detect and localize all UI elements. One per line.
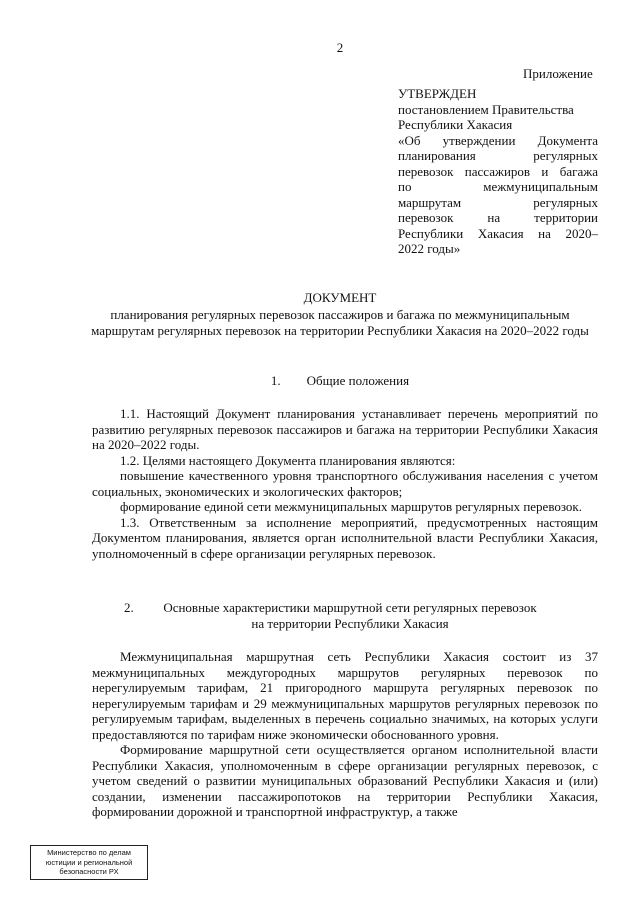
approval-block (398, 86, 598, 257)
approval-line: «Об утверждении Документа (398, 132, 598, 148)
approval-line: перевозок пассажиров и багажа (398, 163, 598, 179)
section-1-heading (0, 373, 640, 389)
approval-line: постановлением Правительства (398, 101, 574, 117)
approval-line: 2022 годы» (398, 241, 461, 256)
paragraph: 1.3. Ответственным за исполнение мероприятий, предусмотренных настоящим Документом планирования, является орган исполнительной власти Республики Хакасия, уполномоченный в сфере организации регулярных перевозок. (92, 514, 598, 561)
approval-line: Республики Хакасия на 2020– (398, 225, 598, 241)
approval-line: планирования регулярных (398, 148, 598, 163)
section-1-title: Общие положения (306, 373, 410, 388)
paragraph: повышение качественного уровня транспортного обслуживания населения с учетом социальных, экономических и экологических факторов; (92, 468, 598, 499)
section-2-title-line-1: 2. Основные характеристики маршрутной сети регулярных перевозок (124, 600, 537, 615)
approved-heading: УТВЕРЖДЕН (398, 86, 477, 101)
approval-line: перевозок на территории (398, 210, 598, 225)
section-2-heading (100, 600, 600, 631)
paragraph: 1.2. Целями настоящего Документа планирования являются: (120, 452, 456, 468)
section-1-body (92, 406, 598, 561)
paragraph: Формирование маршрутной сети осуществляется органом исполнительной власти Республики Хакасия, уполномоченным в сфере организации регулярных перевозок, с учетом сведений о развитии муниципальных образований Республики Хакасия и (или) создании, изменении пассажиропотоков на территории Республики Хакасия, формировании дорожной и транспортной инфраструктур, а также (92, 742, 598, 819)
ministry-stamp: Министерство по делам юстиции и региональной безопасности РХ (30, 845, 148, 880)
document-subtitle: планирования регулярных перевозок пассажиров и багажа по межмуниципальным маршрутам регулярных перевозок на территории Республики Хакасия на 2020–2022 годы (91, 307, 589, 338)
paragraph: Межмуниципальная маршрутная сеть Республики Хакасия состоит из 37 межмуниципальных междугородных маршрутов регулярных перевозок по нерегулируемым тарифам, 21 пригородного маршрута регулярных перевозок по нерегулируемым тарифам и 29 межмуниципальных маршрутов регулярных перевозок по регулируемым тарифам, выделенных в перечень социально значимых, на которых услуги предоставляются по тарифам ниже экономически обоснованного уровня. (92, 649, 598, 742)
section-2-number: 2. (124, 600, 134, 615)
document-title: ДОКУМЕНТ (303, 290, 377, 305)
section-2-title-line-2: на территории Республики Хакасия (251, 615, 449, 631)
approval-line: по межмуниципальным (398, 179, 598, 194)
approval-line: Республики Хакасия (398, 117, 513, 132)
approval-line: маршрутам регулярных (398, 194, 598, 210)
appendix-label: Приложение (523, 66, 593, 81)
paragraph: 1.1. Настоящий Документ планирования устанавливает перечень мероприятий по развитию регулярных перевозок пассажиров и багажа на территории Республики Хакасия на 2020–2022 годы. (92, 406, 598, 452)
paragraph: формирование единой сети межмуниципальных маршрутов регулярных перевозок. (120, 499, 582, 514)
section-1-number: 1. (270, 373, 281, 388)
page-number: 2 (336, 40, 344, 55)
section-2-body (92, 649, 598, 820)
